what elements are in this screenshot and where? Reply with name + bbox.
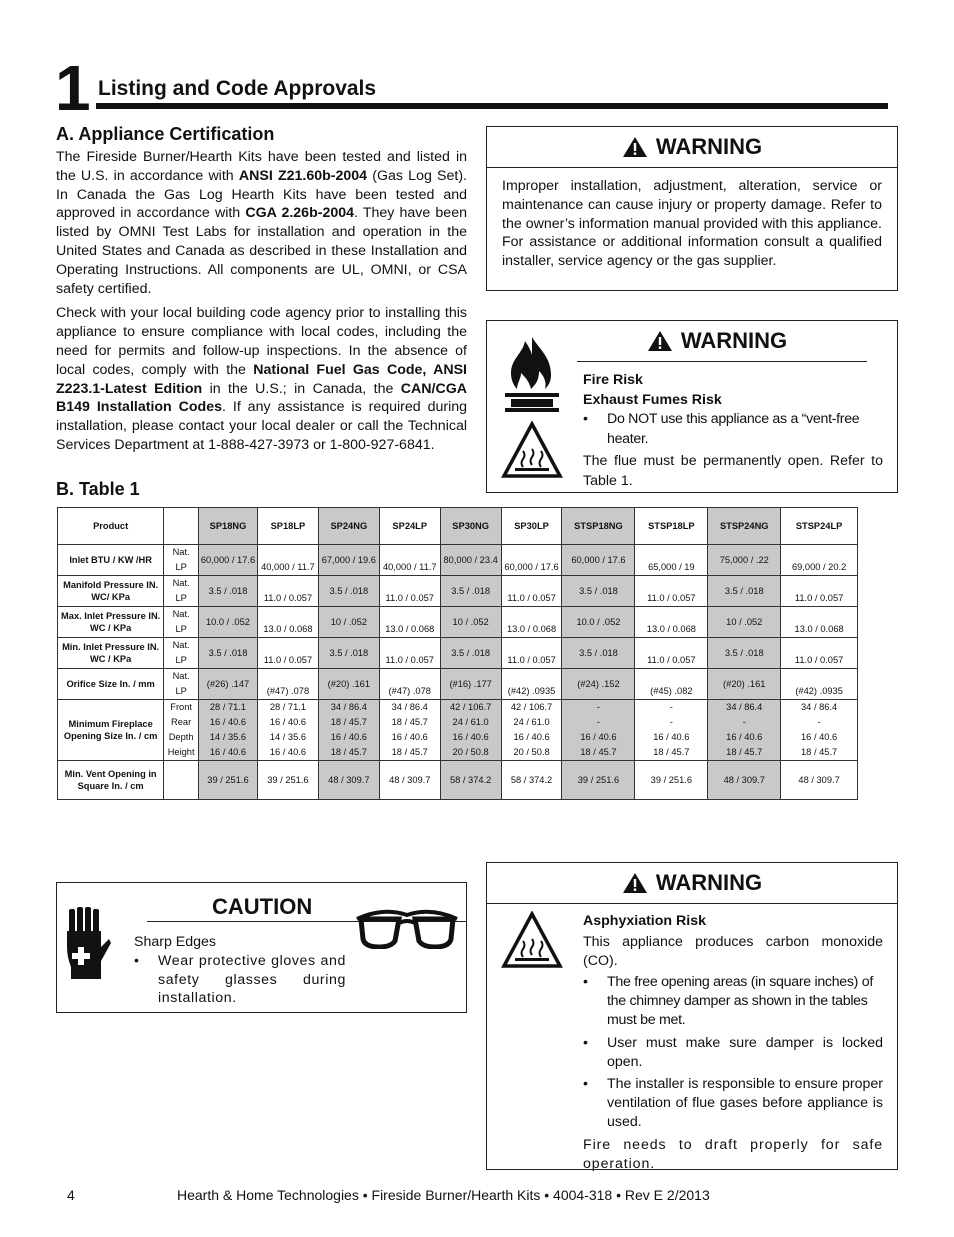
text-run: in the U.S.; in Canada, the	[202, 380, 401, 397]
warning-triangle-icon	[647, 330, 673, 352]
table-header-model: STSP18NG	[562, 508, 635, 545]
table-cell: 13.0 / 0.068	[258, 607, 319, 638]
table-row-fuel-type: Nat. LP	[164, 607, 199, 638]
fire-risk-label: Fire Risk	[583, 372, 643, 388]
page-number: 4	[67, 1187, 75, 1203]
table-cell: 34 / 86.4 18 / 45.7 16 / 40.6 18 / 45.7	[318, 700, 379, 761]
table-cell: 11.0 / 0.057	[379, 638, 440, 669]
table-cell: 34 / 86.4 18 / 45.7 16 / 40.6 18 / 45.7	[379, 700, 440, 761]
table-header-model: SP30NG	[440, 508, 501, 545]
warning-asphyxiation-content	[583, 912, 883, 1173]
table-cell: 34 / 86.4 - 16 / 40.6 18 / 45.7	[708, 700, 781, 761]
chapter-title: Listing and Code Approvals	[98, 77, 377, 100]
table-cell: - - 16 / 40.6 18 / 45.7	[562, 700, 635, 761]
table-cell: 3.5 / .018	[440, 638, 501, 669]
table-cell: 3.5 / .018	[562, 638, 635, 669]
text-run: (Gas Log Set). In Canada the Gas Log Hearth Kits have been tested and approved in accordance with	[56, 167, 467, 222]
bold-reference: CGA 2.26b-2004	[245, 205, 355, 222]
text-run: The Fireside Burner/Hearth Kits have been tested and listed in the U.S. in accordance with	[56, 149, 467, 184]
table-cell: 39 / 251.6	[635, 761, 708, 800]
chapter-number: 1	[55, 52, 89, 124]
table-cell: 39 / 251.6	[198, 761, 257, 800]
bullet-item	[583, 973, 883, 1029]
table-row-label: Min. Inlet Pressure IN. WC / KPa	[58, 638, 164, 669]
table-cell: 3.5 / .018	[198, 576, 257, 607]
table-cell: 3.5 / .018	[318, 638, 379, 669]
warning-triangle-icon	[622, 872, 648, 894]
table-cell: 10.0 / .052	[562, 607, 635, 638]
section-a-paragraph-1	[56, 148, 467, 298]
table-cell: (#16) .177	[440, 669, 501, 700]
hot-surface-icon	[501, 911, 563, 969]
table-cell: 3.5 / .018	[562, 576, 635, 607]
table-cell: 3.5 / .018	[708, 638, 781, 669]
footer-text: Hearth & Home Technologies • Fireside Burner/Hearth Kits • 4004-318 • Rev E 2/2013	[177, 1187, 710, 1203]
table-cell: 11.0 / 0.057	[258, 576, 319, 607]
table-row	[58, 761, 858, 800]
warning-heading-text: WARNING	[655, 870, 763, 895]
bold-reference: CAN/CGA B149 Installation Codes	[56, 380, 467, 416]
table-cell: 39 / 251.6	[562, 761, 635, 800]
table-cell: 10 / .052	[440, 607, 501, 638]
table-header-model: STSP24LP	[781, 508, 858, 545]
table-row-fuel-type: Nat. LP	[164, 669, 199, 700]
table-cell: 3.5 / .018	[318, 576, 379, 607]
warning-box-fire	[486, 320, 898, 493]
table-header-row	[58, 508, 858, 545]
co-text: This appliance produces carbon monoxide (CO).	[583, 933, 883, 969]
flue-text: The flue must be permanently open. Refer to Table 1.	[583, 453, 883, 489]
table-cell: 11.0 / 0.057	[781, 638, 858, 669]
warning-heading	[487, 863, 897, 903]
table-header-model: SP18NG	[198, 508, 257, 545]
table-cell: 11.0 / 0.057	[258, 638, 319, 669]
chapter-rule	[96, 103, 888, 109]
section-a-title: A. Appliance Certification	[56, 124, 275, 144]
table-row	[58, 545, 858, 576]
caution-content	[134, 933, 346, 1008]
flame-icon	[501, 335, 563, 413]
exhaust-risk-label: Exhaust Fumes Risk	[583, 391, 722, 408]
table-row-label: Minimum Fireplace Opening Size In. / cm	[58, 700, 164, 761]
bullet-symbol: •	[583, 974, 588, 991]
safety-glasses-icon	[353, 905, 461, 949]
table-cell: 10 / .052	[708, 607, 781, 638]
draft-text: Fire needs to draft properly for safe operation.	[583, 1136, 883, 1172]
table-header-model: STSP24NG	[708, 508, 781, 545]
table-cell: (#47) .078	[258, 669, 319, 700]
table-cell: 3.5 / .018	[440, 576, 501, 607]
table-cell: 11.0 / 0.057	[781, 576, 858, 607]
table-cell: 34 / 86.4 - 16 / 40.6 18 / 45.7	[781, 700, 858, 761]
bullet-item	[583, 410, 883, 449]
table-cell: (#42) .0935	[501, 669, 562, 700]
bullet-item	[583, 1075, 883, 1131]
bullet-symbol: •	[583, 1034, 588, 1051]
glove-icon	[65, 907, 111, 981]
table-cell: - - 16 / 40.6 18 / 45.7	[635, 700, 708, 761]
warning-heading	[487, 127, 897, 167]
table-header-model: SP24LP	[379, 508, 440, 545]
table-cell: 48 / 309.7	[708, 761, 781, 800]
table-cell: (#26) .147	[198, 669, 257, 700]
table-cell: 11.0 / 0.057	[501, 638, 562, 669]
table-row-label: Inlet BTU / KW /HR	[58, 545, 164, 576]
table-cell: 13.0 / 0.068	[379, 607, 440, 638]
table-cell: 10.0 / .052	[198, 607, 257, 638]
section-a-body	[56, 148, 467, 461]
warning-heading	[567, 321, 867, 361]
table-cell: 40,000 / 11.7	[258, 545, 319, 576]
bullet-text: Do NOT use this appliance as a “vent-free heater.	[607, 411, 860, 447]
bullet-list	[583, 973, 883, 1131]
section-a-paragraph-2	[56, 304, 467, 454]
table-cell: 48 / 309.7	[781, 761, 858, 800]
table-cell: (#47) .078	[379, 669, 440, 700]
table-cell: 13.0 / 0.068	[501, 607, 562, 638]
table-cell: 10 / .052	[318, 607, 379, 638]
caution-line: Sharp Edges	[134, 934, 217, 950]
table-header-model: SP24NG	[318, 508, 379, 545]
table-cell: 65,000 / 19	[635, 545, 708, 576]
table-cell: 60,000 / 17.6	[501, 545, 562, 576]
table-cell: 11.0 / 0.057	[501, 576, 562, 607]
table-header-model: STSP18LP	[635, 508, 708, 545]
bullet-text: Wear protective gloves and safety glasses during installation.	[158, 952, 346, 1007]
table-cell: 42 / 106.7 24 / 61.0 16 / 40.6 20 / 50.8	[440, 700, 501, 761]
bold-reference: National Fuel Gas Code, ANSI Z223.1-Latest Edition	[56, 361, 467, 397]
table-row	[58, 669, 858, 700]
table-row	[58, 700, 858, 761]
table-header-model: SP30LP	[501, 508, 562, 545]
text-run: Check with your local building code agency prior to installing this appliance to ensure compliance with local codes, including the need for permits and follow-up inspections. In the absence of local codes, comply with the	[56, 305, 467, 378]
bullet-item	[134, 952, 346, 1008]
table-cell: 13.0 / 0.068	[781, 607, 858, 638]
table-cell: 42 / 106.7 24 / 61.0 16 / 40.6 20 / 50.8	[501, 700, 562, 761]
table-body	[58, 508, 858, 800]
bold-reference: ANSI Z21.60b-2004	[238, 167, 368, 184]
table-cell: 28 / 71.1 16 / 40.6 14 / 35.6 16 / 40.6	[198, 700, 257, 761]
bullet-text: User must make sure damper is locked open.	[607, 1034, 883, 1070]
warning-triangle-icon	[622, 136, 648, 158]
table-header-fuel	[164, 508, 199, 545]
warning-general-text: Improper installation, adjustment, alteration, service or maintenance can cause injury or property damage. Refer to the owner’s information manual provided with this appliance. For assistance or additional information consult a qualified installer, service agency or the gas supplier.	[502, 178, 882, 270]
warning-heading-text: WARNING	[680, 328, 788, 353]
table-row-label: Min. Vent Opening in Square In. / cm	[58, 761, 164, 800]
warning-heading-text: WARNING	[655, 134, 763, 159]
caution-box	[56, 882, 467, 1013]
table-row-label: Max. Inlet Pressure IN. WC / KPa	[58, 607, 164, 638]
table-cell: (#20) .161	[708, 669, 781, 700]
table-cell: 60,000 / 17.6	[198, 545, 257, 576]
hot-surface-icon	[501, 421, 563, 479]
table-cell: 11.0 / 0.057	[635, 576, 708, 607]
bullet-item	[583, 1034, 883, 1072]
table-cell: 69,000 / 20.2	[781, 545, 858, 576]
table-row-label: Manifold Pressure IN. WC/ KPa	[58, 576, 164, 607]
caution-heading: CAUTION	[212, 894, 313, 919]
table-row	[58, 607, 858, 638]
asphyxiation-risk-label: Asphyxiation Risk	[583, 913, 706, 929]
table-cell: 48 / 309.7	[318, 761, 379, 800]
table-cell: 39 / 251.6	[258, 761, 319, 800]
section-b-title: B. Table 1	[56, 479, 140, 499]
table-header-model: SP18LP	[258, 508, 319, 545]
table-cell: 11.0 / 0.057	[379, 576, 440, 607]
table-cell: 40,000 / 11.7	[379, 545, 440, 576]
table-header-product: Product	[58, 508, 164, 545]
table-cell: (#24) .152	[562, 669, 635, 700]
bullet-symbol: •	[583, 411, 588, 427]
table-row	[58, 576, 858, 607]
table-cell: 48 / 309.7	[379, 761, 440, 800]
table-cell: 28 / 71.1 16 / 40.6 14 / 35.6 16 / 40.6	[258, 700, 319, 761]
table-row-label: Orifice Size In. / mm	[58, 669, 164, 700]
table-cell: (#45) .082	[635, 669, 708, 700]
table-row-fuel-type: Front Rear Depth Height	[164, 700, 199, 761]
table-row-fuel-type: Nat. LP	[164, 545, 199, 576]
table-cell: 11.0 / 0.057	[635, 638, 708, 669]
table-cell: 13.0 / 0.068	[635, 607, 708, 638]
table-1	[57, 507, 858, 800]
warning-fire-content	[583, 371, 883, 491]
warning-box-general	[486, 126, 898, 291]
warning-box-asphyxiation	[486, 862, 898, 1170]
table-cell: 58 / 374.2	[440, 761, 501, 800]
table-cell: 67,000 / 19.6	[318, 545, 379, 576]
text-run: . If any assistance is required during installation, please contact your local dealer or call the Technical Services Department at 1-888-427-3973 or 1-800-927-6841.	[56, 399, 468, 453]
table-row-fuel-type: Nat. LP	[164, 576, 199, 607]
table-row	[58, 638, 858, 669]
table-cell: 3.5 / .018	[708, 576, 781, 607]
bullet-text: The installer is responsible to ensure proper ventilation of flue gases before appliance is used.	[607, 1076, 884, 1130]
table-cell: 75,000 / .22	[708, 545, 781, 576]
table-cell: (#20) .161	[318, 669, 379, 700]
table-cell: (#42) .0935	[781, 669, 858, 700]
text-run: . They have been listed by OMNI Test Labs for installation and operation in the United States and Canada as described in these Installation and Operating Instructions. All components are UL, OMNI, or CSA safety certified.	[56, 205, 467, 297]
bullet-symbol: •	[134, 952, 139, 969]
bullet-text: The free opening areas (in square inches) of the chimney damper as shown in the tables must be met.	[607, 974, 873, 1028]
table-cell: 80,000 / 23.4	[440, 545, 501, 576]
table-cell: 58 / 374.2	[501, 761, 562, 800]
table-cell: 60,000 / 17.6	[562, 545, 635, 576]
table-row-fuel-type: Nat. LP	[164, 638, 199, 669]
table-row-fuel-type	[164, 761, 199, 800]
bullet-symbol: •	[583, 1076, 588, 1093]
table-cell: 3.5 / .018	[198, 638, 257, 669]
